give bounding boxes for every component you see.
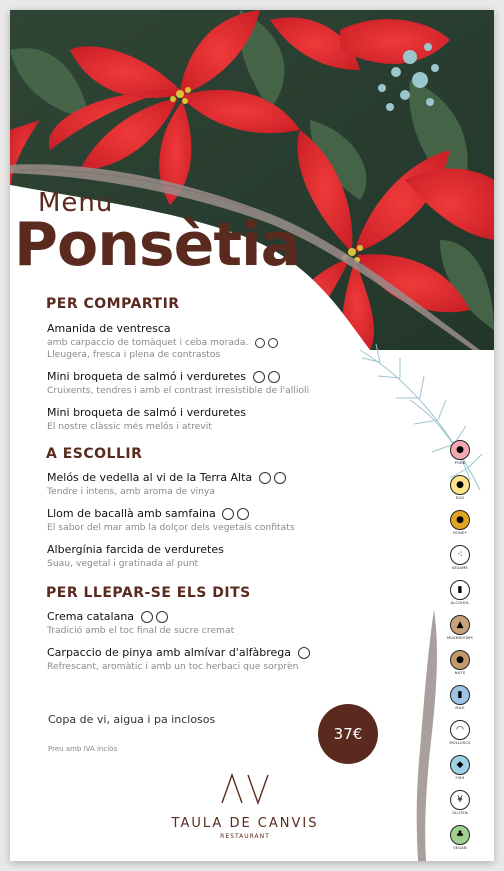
allergen-item: ● NUTS: [448, 650, 472, 685]
sesame-icon: ⁖: [450, 545, 470, 565]
fish-icon: [222, 508, 234, 520]
nuts-icon: ●: [450, 650, 470, 670]
brushstroke-decoration: [410, 610, 450, 861]
fish-icon: [268, 371, 280, 383]
dish-description: Cruixents, tendres i amb el contrast irresistible de l'allioli: [47, 385, 310, 396]
egg-icon: [156, 611, 168, 623]
menu-card: [10, 10, 494, 861]
dish-name: Mini broqueta de salmó i verduretes: [47, 370, 280, 383]
section-title: A ESCOLLIR: [46, 446, 143, 462]
allergen-item: ◠ MOLLUSCS: [448, 720, 472, 755]
fish-icon: [259, 472, 271, 484]
pig-icon: ●: [450, 440, 470, 460]
dish-name: Melós de vedella al vi de la Terra Alta: [47, 471, 286, 484]
milk-icon: [268, 338, 278, 348]
dish-description: El nostre clàssic més melós i atrevit: [47, 421, 212, 432]
allergen-item: ⁖ SESAME: [448, 545, 472, 580]
allergen-item: ♣ VEGAN: [448, 825, 472, 860]
bottle-icon: ▮: [450, 580, 470, 600]
vegan-icon: [298, 647, 310, 659]
section-title: PER LLEPAR-SE ELS DITS: [46, 585, 251, 601]
dish-description: Suau, vegetal i gratinada al punt: [47, 558, 199, 569]
fish-icon: ◆: [450, 755, 470, 775]
vat-note: Preu amb IVA inclòs: [48, 745, 118, 753]
dish-description: Tendre i intens, amb aroma de vinya: [47, 486, 216, 497]
allergen-item: ● EGG: [448, 475, 472, 510]
dish-description: El sabor del mar amb la dolçor dels vegetals confitats: [47, 522, 295, 533]
dish-name: Amanida de ventresca: [47, 322, 171, 335]
bottle-icon: [141, 611, 153, 623]
allergen-item: ▮ ALCOHOL: [448, 580, 472, 615]
dish-description: amb carpaccio de tomàquet i ceba morada.: [47, 337, 278, 348]
menu-title: Ponsètia: [14, 210, 301, 280]
milk-icon: ▮: [450, 685, 470, 705]
menu-subtitle: Menu: [38, 188, 114, 218]
allergen-item: ▲ MUSHROOMS: [448, 615, 472, 650]
shell-icon: ◠: [450, 720, 470, 740]
vegan-icon: [255, 338, 265, 348]
egg-icon: ●: [450, 475, 470, 495]
fern-decoration: [350, 340, 494, 500]
restaurant-subtitle: RESTAURANT: [220, 833, 270, 840]
shell-icon: [274, 472, 286, 484]
section-title: PER COMPARTIR: [46, 296, 180, 312]
allergen-legend: [448, 440, 472, 860]
shell-icon: [237, 508, 249, 520]
wheat-icon: ¥: [450, 790, 470, 810]
dish-name: Llom de bacallà amb samfaina: [47, 507, 249, 520]
allergen-item: ◆ FISH: [448, 755, 472, 790]
price-badge: 37€: [318, 704, 378, 764]
restaurant-name: TAULA DE CANVIS: [171, 816, 319, 831]
allergen-item: ▮ MILK: [448, 685, 472, 720]
inclusions-note: Copa de vi, aigua i pa inclosos: [48, 713, 216, 726]
allergen-item: ● HONEY: [448, 510, 472, 545]
dish-description: Refrescant, aromàtic i amb un toc herbaci que sorprèn: [47, 661, 299, 672]
dish-description: Tradició amb el toc final de sucre cremat: [47, 625, 235, 636]
mushroom-icon: ▲: [450, 615, 470, 635]
allergen-item: ● PORK: [448, 440, 472, 475]
honey-icon: ●: [450, 510, 470, 530]
dish-name: Carpaccio de pinya amb almívar d'alfàbrega: [47, 646, 310, 659]
dish-name: Crema catalana: [47, 610, 168, 623]
dish-name: Mini broqueta de salmó i verduretes: [47, 406, 247, 419]
dish-name: Albergínia farcida de verduretes: [47, 543, 224, 556]
dish-description: Lleugera, fresca i plena de contrastos: [47, 349, 221, 360]
logo-mark: [220, 773, 270, 805]
allergen-item: ¥ GLUTEN: [448, 790, 472, 825]
bottle-icon: [253, 371, 265, 383]
leaf-icon: ♣: [450, 825, 470, 845]
